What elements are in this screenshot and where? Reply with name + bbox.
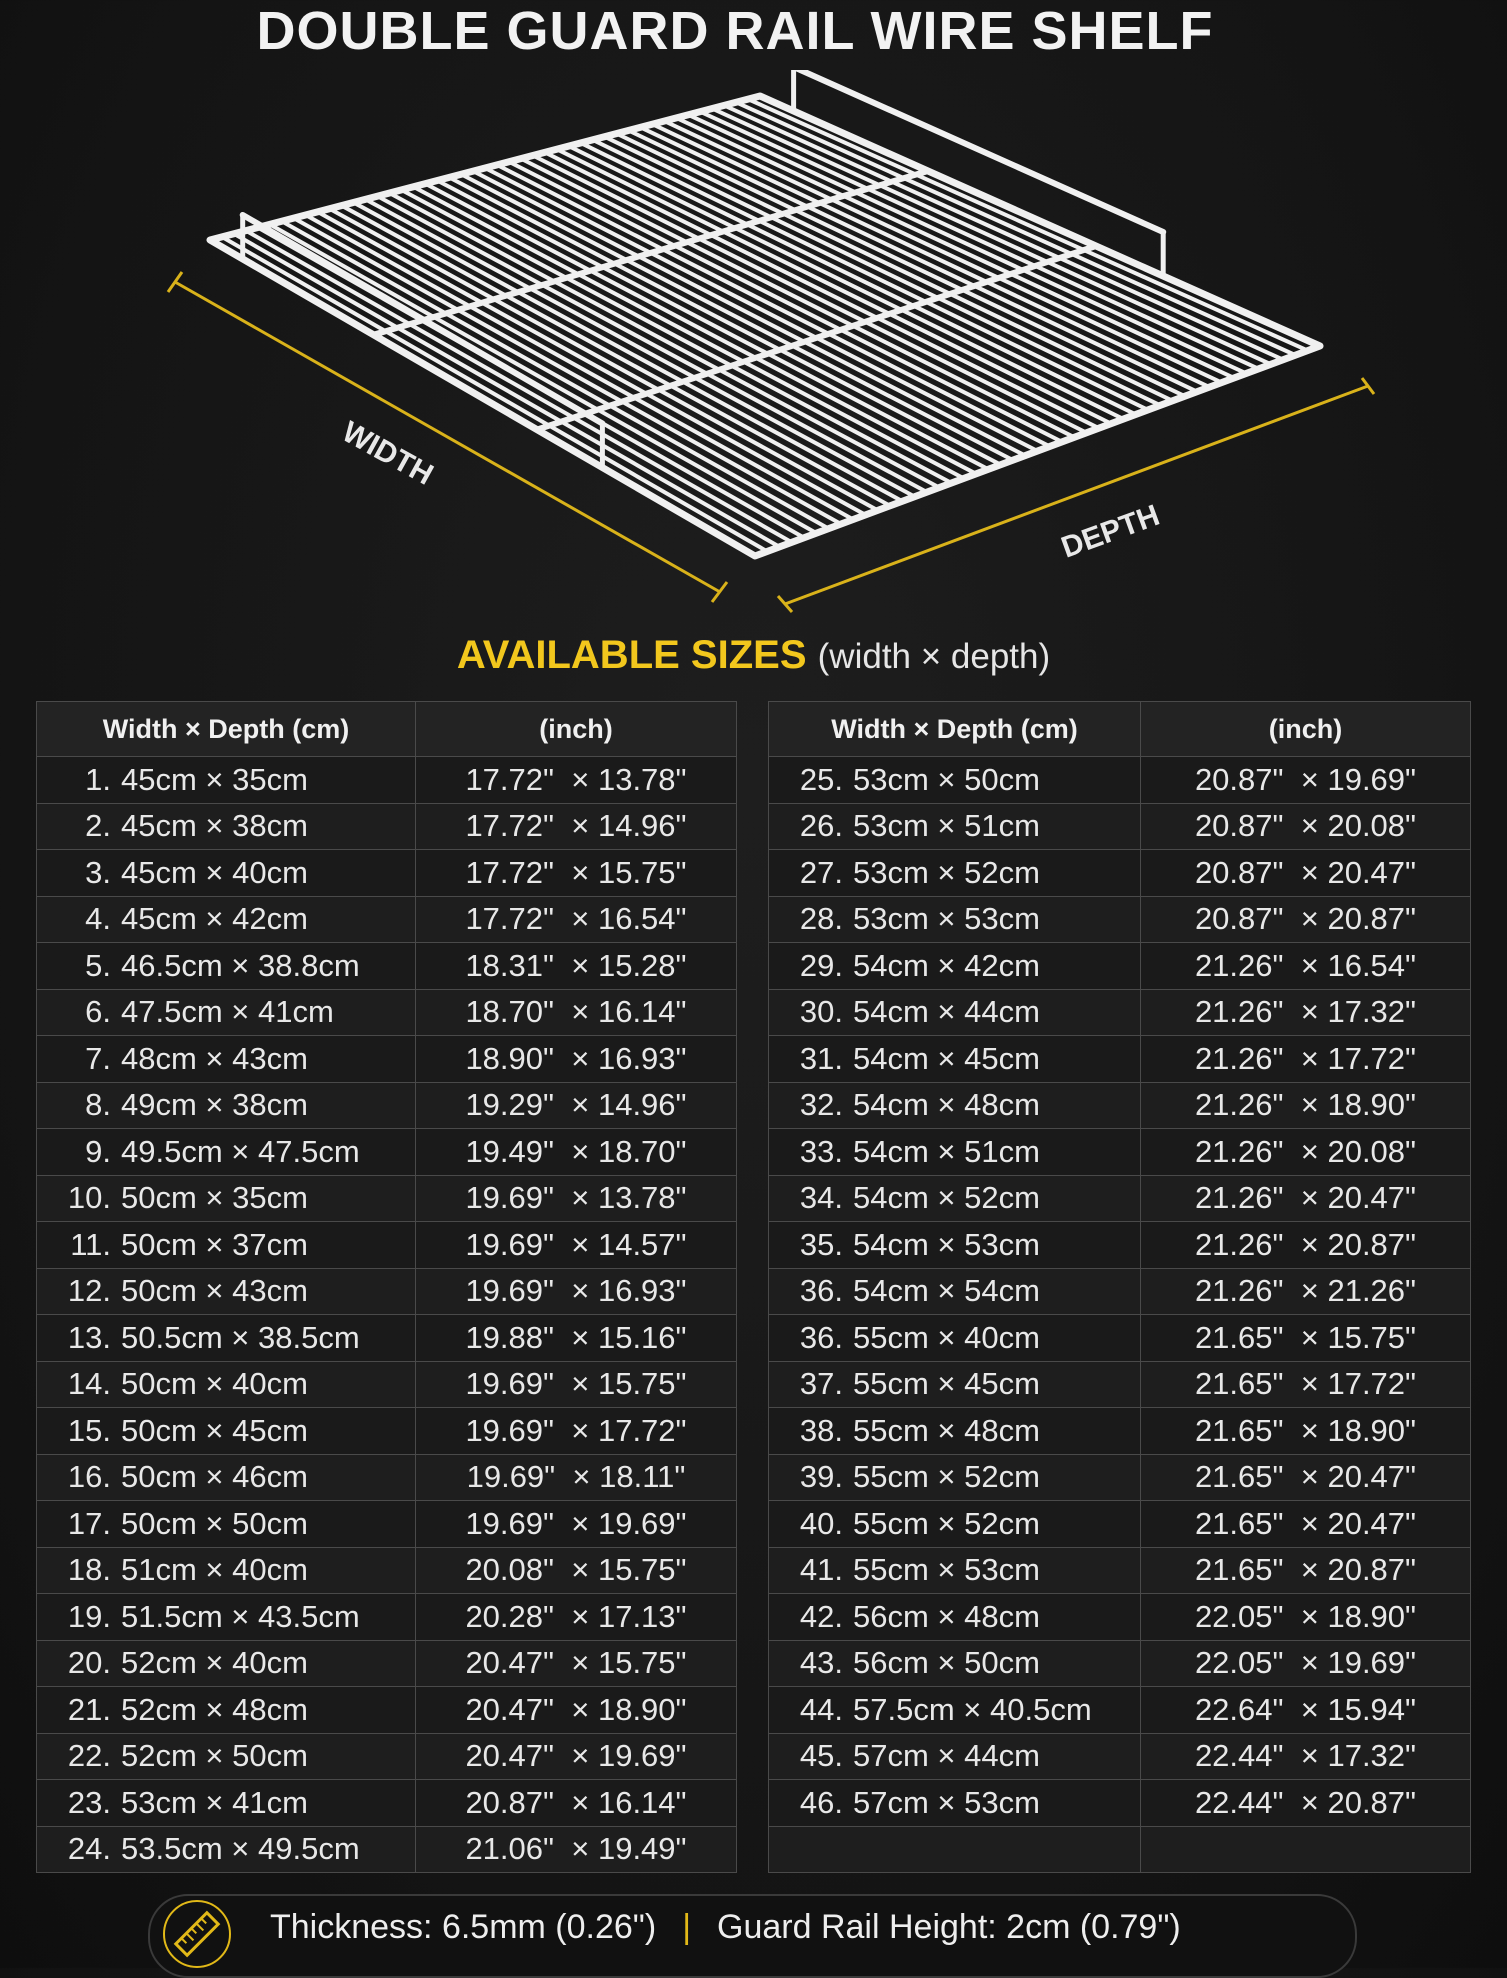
table-row — [769, 1640, 1471, 1687]
size-cm-value: 54cm × 52cm — [853, 1180, 1040, 1216]
size-inch-cell: 21.26" × 17.72" — [1141, 1036, 1471, 1083]
size-cm-value: 52cm × 48cm — [121, 1691, 308, 1727]
size-cm-cell — [37, 1408, 416, 1455]
table-row — [37, 989, 737, 1036]
table-row — [37, 1361, 737, 1408]
size-inch-cell: 21.26" × 20.47" — [1141, 1175, 1471, 1222]
table-row — [769, 1082, 1471, 1129]
row-number: 29. — [799, 947, 843, 983]
size-cm-value: 52cm × 50cm — [121, 1738, 308, 1774]
size-cm-cell — [37, 1594, 416, 1641]
size-cm-cell — [37, 1733, 416, 1780]
size-cm-value: 52cm × 40cm — [121, 1645, 308, 1681]
table-row — [769, 1594, 1471, 1641]
size-cm-value: 54cm × 42cm — [853, 947, 1040, 983]
row-number: 31. — [799, 1040, 843, 1076]
row-number: 36. — [799, 1273, 843, 1309]
size-cm-cell — [37, 1547, 416, 1594]
size-cm-value: 50cm × 35cm — [121, 1180, 308, 1216]
row-number: 33. — [799, 1133, 843, 1169]
size-inch-cell: 19.49" × 18.70" — [416, 1129, 737, 1176]
size-inch-cell: 22.05" × 19.69" — [1141, 1640, 1471, 1687]
table-row — [769, 1454, 1471, 1501]
table-row — [769, 1268, 1471, 1315]
row-number: 22. — [67, 1738, 111, 1774]
size-inch-cell: 20.87" × 20.87" — [1141, 896, 1471, 943]
table-row — [769, 896, 1471, 943]
size-inch-cell: 19.88" × 15.16" — [416, 1315, 737, 1362]
dimension-order-note: (width × depth) — [817, 637, 1051, 676]
size-inch-cell: 19.69" × 19.69" — [416, 1501, 737, 1548]
size-cm-value: 53cm × 51cm — [853, 808, 1040, 844]
size-cm-cell — [769, 1454, 1141, 1501]
row-number: 16. — [67, 1459, 111, 1495]
sizes-table-right — [768, 701, 1471, 1873]
size-cm-value: 55cm × 40cm — [853, 1319, 1040, 1355]
size-cm-cell — [769, 1408, 1141, 1455]
row-number: 35. — [799, 1226, 843, 1262]
size-inch-cell: 20.87" × 20.08" — [1141, 803, 1471, 850]
size-cm-value: 55cm × 53cm — [853, 1552, 1040, 1588]
size-cm-value: 45cm × 42cm — [121, 901, 308, 937]
size-cm-cell — [37, 1222, 416, 1269]
row-number: 17. — [67, 1505, 111, 1541]
size-cm-cell — [37, 1826, 416, 1873]
row-number: 26. — [799, 808, 843, 844]
size-cm-cell — [37, 1315, 416, 1362]
table-row — [37, 850, 737, 897]
footer-specs-text — [270, 1908, 1181, 1947]
size-cm-cell — [769, 1268, 1141, 1315]
row-number: 28. — [799, 901, 843, 937]
row-number: 18. — [67, 1552, 111, 1588]
table-row — [769, 1501, 1471, 1548]
size-cm-value: 57cm × 53cm — [853, 1784, 1040, 1820]
table-row — [37, 943, 737, 990]
size-cm-value: 45cm × 35cm — [121, 761, 308, 797]
size-cm-value: 50cm × 50cm — [121, 1505, 308, 1541]
row-number: 36. — [799, 1319, 843, 1355]
size-cm-value: 47.5cm × 41cm — [121, 994, 334, 1030]
table-row — [769, 943, 1471, 990]
header-cm: Width × Depth (cm) — [37, 702, 416, 757]
row-number: 8. — [85, 1087, 111, 1123]
table-row — [37, 757, 737, 804]
row-number: 44. — [799, 1691, 843, 1727]
available-sizes-label: AVAILABLE SIZES — [456, 633, 807, 677]
table-row — [37, 1733, 737, 1780]
row-number: 15. — [67, 1412, 111, 1448]
size-cm-cell — [37, 943, 416, 990]
size-cm-cell — [769, 1315, 1141, 1362]
table-row — [37, 1408, 737, 1455]
size-inch-cell: 22.44" × 17.32" — [1141, 1733, 1471, 1780]
ruler-icon — [163, 1900, 231, 1968]
size-inch-cell: 19.29" × 14.96" — [416, 1082, 737, 1129]
wire-shelf-illustration — [210, 70, 1320, 556]
row-number: 14. — [67, 1366, 111, 1402]
table-row — [37, 1129, 737, 1176]
table-row — [769, 1222, 1471, 1269]
row-number: 21. — [67, 1691, 111, 1727]
size-cm-cell — [769, 850, 1141, 897]
table-row — [37, 803, 737, 850]
size-cm-cell — [769, 1222, 1141, 1269]
size-inch-cell: 17.72" × 13.78" — [416, 757, 737, 804]
size-cm-value: 54cm × 48cm — [853, 1087, 1040, 1123]
size-inch-cell: 19.69" × 16.93" — [416, 1268, 737, 1315]
size-cm-cell — [37, 1640, 416, 1687]
size-cm-cell — [769, 1175, 1141, 1222]
table-row — [769, 850, 1471, 897]
size-cm-value: 55cm × 52cm — [853, 1505, 1040, 1541]
size-cm-value: 54cm × 54cm — [853, 1273, 1040, 1309]
size-cm-value: 54cm × 51cm — [853, 1133, 1040, 1169]
size-cm-cell — [37, 850, 416, 897]
row-number: 4. — [85, 901, 111, 937]
size-cm-value: 51cm × 40cm — [121, 1552, 308, 1588]
size-inch-cell: 21.65" × 17.72" — [1141, 1361, 1471, 1408]
size-cm-cell — [37, 803, 416, 850]
size-cm-cell — [37, 1454, 416, 1501]
table-row — [769, 1175, 1471, 1222]
size-cm-cell — [769, 1780, 1141, 1827]
size-cm-value: 56cm × 50cm — [853, 1645, 1040, 1681]
header-cm: Width × Depth (cm) — [769, 702, 1141, 757]
table-row — [769, 1129, 1471, 1176]
size-cm-value: 56cm × 48cm — [853, 1598, 1040, 1634]
size-cm-cell — [37, 1268, 416, 1315]
header-inch: (inch) — [1141, 702, 1471, 757]
size-cm-cell — [37, 1687, 416, 1734]
header-inch: (inch) — [416, 702, 737, 757]
size-cm-value: 57.5cm × 40.5cm — [853, 1691, 1092, 1727]
size-cm-value: 53cm × 53cm — [853, 901, 1040, 937]
size-cm-value: 50cm × 37cm — [121, 1226, 308, 1262]
size-cm-cell — [769, 1826, 1141, 1873]
size-inch-cell: 21.26" × 16.54" — [1141, 943, 1471, 990]
thickness-spec: Thickness: 6.5mm (0.26") — [270, 1908, 657, 1946]
table-row — [769, 803, 1471, 850]
page-title: DOUBLE GUARD RAIL WIRE SHELF — [256, 1, 1214, 61]
size-cm-value: 51.5cm × 43.5cm — [121, 1598, 360, 1634]
row-number: 42. — [799, 1598, 843, 1634]
size-inch-cell: 17.72" × 16.54" — [416, 896, 737, 943]
size-cm-value: 55cm × 52cm — [853, 1459, 1040, 1495]
table-row — [37, 1315, 737, 1362]
table-row — [37, 1594, 737, 1641]
size-inch-cell: 19.69" × 14.57" — [416, 1222, 737, 1269]
size-cm-cell — [769, 989, 1141, 1036]
size-inch-cell: 19.69" × 13.78" — [416, 1175, 737, 1222]
available-sizes-heading — [0, 633, 1507, 678]
table-row — [37, 1826, 737, 1873]
row-number: 38. — [799, 1412, 843, 1448]
size-cm-value: 50cm × 43cm — [121, 1273, 308, 1309]
size-inch-cell: 18.31" × 15.28" — [416, 943, 737, 990]
size-inch-cell: 19.69" × 17.72" — [416, 1408, 737, 1455]
row-number: 2. — [85, 808, 111, 844]
row-number: 5. — [85, 947, 111, 983]
size-inch-cell: 17.72" × 14.96" — [416, 803, 737, 850]
size-cm-value: 54cm × 44cm — [853, 994, 1040, 1030]
size-cm-cell — [37, 1361, 416, 1408]
row-number: 45. — [799, 1738, 843, 1774]
size-cm-value: 50.5cm × 38.5cm — [121, 1319, 360, 1355]
row-number: 7. — [85, 1040, 111, 1076]
table-row — [37, 1222, 737, 1269]
size-cm-cell — [37, 896, 416, 943]
size-inch-cell: 20.47" × 18.90" — [416, 1687, 737, 1734]
size-inch-cell: 20.87" × 19.69" — [1141, 757, 1471, 804]
size-cm-cell — [769, 1547, 1141, 1594]
width-label: WIDTH — [336, 415, 439, 492]
size-cm-value: 57cm × 44cm — [853, 1738, 1040, 1774]
size-inch-cell: 21.65" × 15.75" — [1141, 1315, 1471, 1362]
row-number: 6. — [85, 994, 111, 1030]
table-row — [37, 1640, 737, 1687]
size-inch-cell: 20.87" × 20.47" — [1141, 850, 1471, 897]
sizes-table-left — [36, 701, 737, 1873]
size-cm-value: 45cm × 40cm — [121, 854, 308, 890]
size-inch-cell: 21.65" × 18.90" — [1141, 1408, 1471, 1455]
size-cm-cell — [769, 1640, 1141, 1687]
size-inch-cell: 19.69" × 18.11" — [416, 1454, 737, 1501]
size-inch-cell: 21.06" × 19.49" — [416, 1826, 737, 1873]
row-number: 10. — [67, 1180, 111, 1216]
size-inch-cell: 18.70" × 16.14" — [416, 989, 737, 1036]
row-number: 20. — [67, 1645, 111, 1681]
row-number: 24. — [67, 1831, 111, 1867]
size-cm-cell — [769, 896, 1141, 943]
row-number: 9. — [85, 1133, 111, 1169]
row-number: 40. — [799, 1505, 843, 1541]
table-row — [37, 1082, 737, 1129]
size-inch-cell: 20.28" × 17.13" — [416, 1594, 737, 1641]
size-cm-cell — [37, 1129, 416, 1176]
table-row — [769, 1315, 1471, 1362]
size-inch-cell: 20.47" × 19.69" — [416, 1733, 737, 1780]
size-cm-cell — [769, 1129, 1141, 1176]
size-cm-cell — [37, 757, 416, 804]
shelf-diagram — [0, 70, 1507, 630]
size-cm-value: 50cm × 46cm — [121, 1459, 308, 1495]
row-number: 34. — [799, 1180, 843, 1216]
size-cm-cell — [37, 1036, 416, 1083]
guard-rail-height-spec: Guard Rail Height: 2cm (0.79") — [717, 1908, 1181, 1946]
row-number: 1. — [85, 761, 111, 797]
size-cm-value: 48cm × 43cm — [121, 1040, 308, 1076]
size-inch-cell: 21.65" × 20.87" — [1141, 1547, 1471, 1594]
size-cm-value: 54cm × 53cm — [853, 1226, 1040, 1262]
table-row — [37, 1547, 737, 1594]
size-cm-cell — [769, 1361, 1141, 1408]
size-cm-value: 49cm × 38cm — [121, 1087, 308, 1123]
size-inch-cell: 21.26" × 17.32" — [1141, 989, 1471, 1036]
size-cm-value: 50cm × 45cm — [121, 1412, 308, 1448]
table-row — [37, 1687, 737, 1734]
size-cm-value: 55cm × 48cm — [853, 1412, 1040, 1448]
size-inch-cell: 21.26" × 21.26" — [1141, 1268, 1471, 1315]
size-inch-cell: 17.72" × 15.75" — [416, 850, 737, 897]
size-cm-value: 53cm × 52cm — [853, 854, 1040, 890]
size-cm-value: 53.5cm × 49.5cm — [121, 1831, 360, 1867]
table-row — [37, 1268, 737, 1315]
size-inch-cell: 20.87" × 16.14" — [416, 1780, 737, 1827]
row-number: 3. — [85, 854, 111, 890]
size-cm-cell — [769, 1082, 1141, 1129]
depth-label: DEPTH — [1057, 498, 1164, 565]
size-cm-cell — [37, 1780, 416, 1827]
size-cm-value: 55cm × 45cm — [853, 1366, 1040, 1402]
size-cm-value: 53cm × 41cm — [121, 1784, 308, 1820]
table-row — [769, 1687, 1471, 1734]
row-number: 23. — [67, 1784, 111, 1820]
table-row — [37, 1501, 737, 1548]
size-cm-cell — [769, 1594, 1141, 1641]
row-number: 27. — [799, 854, 843, 890]
size-inch-cell — [1141, 1826, 1471, 1873]
size-cm-cell — [37, 1082, 416, 1129]
size-cm-cell — [769, 1036, 1141, 1083]
row-number: 39. — [799, 1459, 843, 1495]
table-row — [37, 1780, 737, 1827]
size-inch-cell: 21.65" × 20.47" — [1141, 1454, 1471, 1501]
size-inch-cell: 20.08" × 15.75" — [416, 1547, 737, 1594]
row-number: 37. — [799, 1366, 843, 1402]
size-cm-cell — [769, 1501, 1141, 1548]
table-row — [769, 989, 1471, 1036]
row-number: 11. — [70, 1226, 111, 1262]
table-row — [769, 1780, 1471, 1827]
table-row — [37, 1036, 737, 1083]
row-number: 19. — [67, 1598, 111, 1634]
size-cm-value: 45cm × 38cm — [121, 808, 308, 844]
size-cm-value: 46.5cm × 38.8cm — [121, 947, 360, 983]
row-number: 41. — [799, 1552, 843, 1588]
size-cm-cell — [769, 803, 1141, 850]
row-number: 25. — [799, 761, 843, 797]
footer-separator: | — [682, 1908, 692, 1946]
size-inch-cell: 22.64" × 15.94" — [1141, 1687, 1471, 1734]
row-number: 13. — [67, 1319, 111, 1355]
table-row — [769, 757, 1471, 804]
size-cm-cell — [769, 757, 1141, 804]
row-number: 30. — [799, 994, 843, 1030]
size-inch-cell: 20.47" × 15.75" — [416, 1640, 737, 1687]
table-row — [37, 896, 737, 943]
table-row — [769, 1826, 1471, 1873]
row-number: 32. — [799, 1087, 843, 1123]
table-row — [769, 1361, 1471, 1408]
size-inch-cell: 21.26" × 20.87" — [1141, 1222, 1471, 1269]
table-row — [769, 1408, 1471, 1455]
size-inch-cell: 19.69" × 15.75" — [416, 1361, 737, 1408]
table-row — [37, 1175, 737, 1222]
size-inch-cell: 22.44" × 20.87" — [1141, 1780, 1471, 1827]
size-cm-value: 53cm × 50cm — [853, 761, 1040, 797]
size-cm-cell — [37, 989, 416, 1036]
table-row — [769, 1547, 1471, 1594]
table-row — [37, 1454, 737, 1501]
size-inch-cell: 18.90" × 16.93" — [416, 1036, 737, 1083]
size-inch-cell: 21.26" × 20.08" — [1141, 1129, 1471, 1176]
size-inch-cell: 21.26" × 18.90" — [1141, 1082, 1471, 1129]
size-cm-cell — [769, 1687, 1141, 1734]
table-row — [769, 1733, 1471, 1780]
size-cm-cell — [769, 1733, 1141, 1780]
size-inch-cell: 22.05" × 18.90" — [1141, 1594, 1471, 1641]
size-cm-value: 50cm × 40cm — [121, 1366, 308, 1402]
size-cm-cell — [37, 1501, 416, 1548]
row-number: 12. — [67, 1273, 111, 1309]
size-cm-value: 49.5cm × 47.5cm — [121, 1133, 360, 1169]
size-cm-value: 54cm × 45cm — [853, 1040, 1040, 1076]
size-cm-cell — [37, 1175, 416, 1222]
row-number: 43. — [799, 1645, 843, 1681]
size-cm-cell — [769, 943, 1141, 990]
table-row — [769, 1036, 1471, 1083]
row-number: 46. — [799, 1784, 843, 1820]
size-inch-cell: 21.65" × 20.47" — [1141, 1501, 1471, 1548]
